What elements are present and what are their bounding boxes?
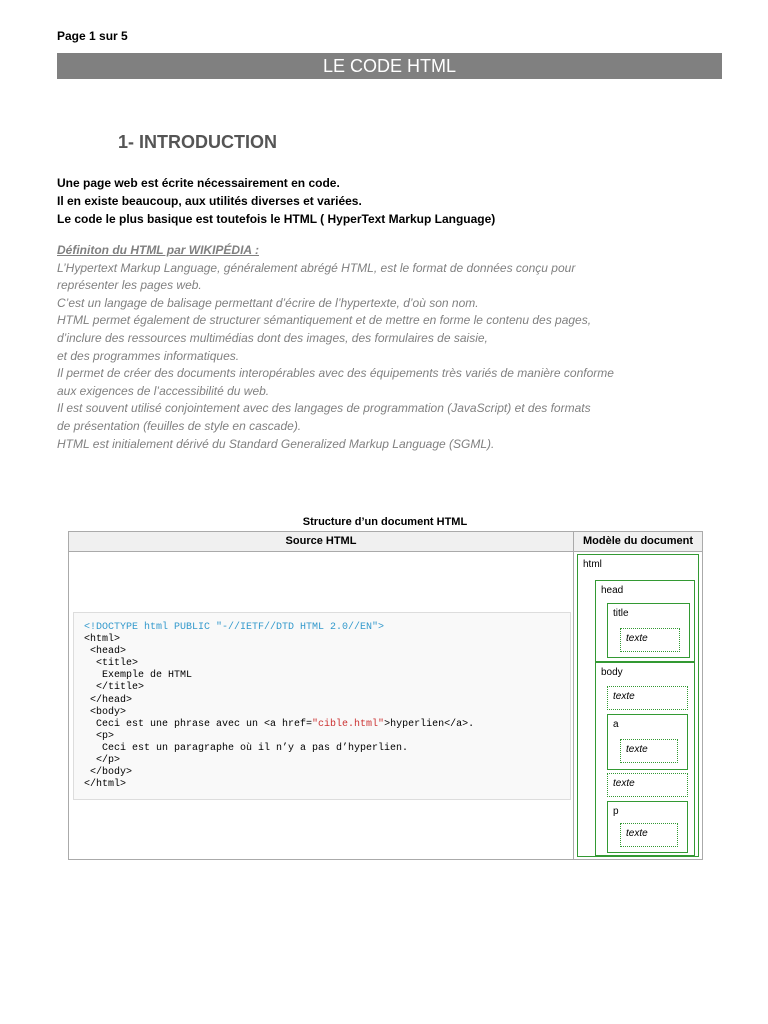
- section-heading: 1- INTRODUCTION: [118, 132, 277, 152]
- wiki-line: représenter les pages web.: [57, 278, 202, 293]
- intro-line: Une page web est écrite nécessairement en code.: [57, 176, 340, 190]
- model-text-box: texte: [607, 686, 688, 710]
- intro-line: Il en existe beaucoup, aux utilités diverses et variées.: [57, 194, 362, 208]
- model-a-box: [607, 714, 688, 770]
- wiki-line: HTML est initialement dérivé du Standard Generalized Markup Language (SGML).: [57, 436, 495, 451]
- code-line: >hyperlien</a>.: [384, 718, 475, 730]
- wiki-line: Il est souvent utilisé conjointement avec des langages de programmation (JavaScript) et des formats: [57, 401, 591, 416]
- code-line: Ceci est un paragraphe où il n’y a pas d’hyperlien.: [84, 742, 409, 754]
- source-header: Source HTML: [69, 532, 573, 552]
- code-href-value: "cible.html": [312, 718, 385, 730]
- model-head-box: [595, 580, 695, 662]
- code-line: </title>: [84, 682, 145, 694]
- code-line: <title>: [84, 658, 139, 670]
- model-label: body: [601, 667, 623, 678]
- code-doctype: <!DOCTYPE html PUBLIC "-//IETF//DTD HTML 2.0//EN">: [84, 622, 385, 633]
- model-text-box: texte: [620, 823, 678, 847]
- model-label: head: [601, 585, 624, 596]
- wiki-line: HTML permet également de structurer sémantiquement et de mettre en forme le contenu des pages,: [57, 313, 592, 328]
- model-label: title: [613, 608, 629, 619]
- code-block: [73, 612, 571, 800]
- code-line: </body>: [84, 767, 133, 779]
- wiki-line: aux exigences de l’accessibilité du web.: [57, 383, 270, 398]
- wiki-definition: [57, 242, 614, 453]
- code-line: <body>: [84, 706, 127, 718]
- model-title-box: [607, 603, 690, 658]
- wiki-line: d’inclure des ressources multimédias dont des images, des formulaires de saisie,: [57, 330, 488, 345]
- code-listing: [74, 613, 570, 791]
- html-structure-figure: [68, 531, 703, 860]
- model-body-box: [595, 662, 695, 856]
- code-line: </p>: [84, 755, 121, 767]
- code-line: </html>: [84, 779, 127, 791]
- figure-caption: Structure d’un document HTML: [302, 516, 468, 528]
- intro-line: Le code le plus basique est toutefois le HTML ( HyperText Markup Language): [57, 212, 496, 226]
- intro-paragraph: [57, 174, 495, 228]
- wiki-line: et des programmes informatiques.: [57, 348, 240, 363]
- model-html-box: [577, 554, 699, 857]
- code-line: Ceci est une phrase avec un <a href=: [84, 718, 313, 730]
- wiki-line: Il permet de créer des documents interopérables avec des équipements très variés de manière conforme: [57, 366, 614, 381]
- page-number: Page 1 sur 5: [57, 29, 128, 43]
- wiki-line: C’est un langage de balisage permettant d’écrire de l’hypertexte, d’où son nom.: [57, 295, 479, 310]
- code-line: <html>: [84, 634, 121, 646]
- code-line: <p>: [84, 730, 115, 742]
- code-line: <head>: [84, 646, 127, 658]
- model-text-box: texte: [620, 739, 678, 763]
- model-text-box: texte: [607, 773, 688, 797]
- wiki-heading: Définiton du HTML par WIKIPÉDIA :: [57, 243, 259, 257]
- model-p-box: [607, 801, 688, 853]
- model-label: a: [613, 719, 619, 730]
- model-label: html: [583, 559, 602, 570]
- page-title: LE CODE HTML: [57, 53, 722, 79]
- model-label: p: [613, 806, 619, 817]
- model-column: [574, 532, 702, 859]
- model-header: Modèle du document: [574, 532, 702, 552]
- wiki-line: de présentation (feuilles de style en cascade).: [57, 418, 302, 433]
- code-line: </head>: [84, 694, 133, 706]
- source-column: [69, 532, 574, 859]
- code-line: Exemple de HTML: [84, 670, 193, 682]
- model-text-box: texte: [620, 628, 680, 652]
- wiki-line: L’Hypertext Markup Language, généralement abrégé HTML, est le format de données conçu pour: [57, 260, 576, 275]
